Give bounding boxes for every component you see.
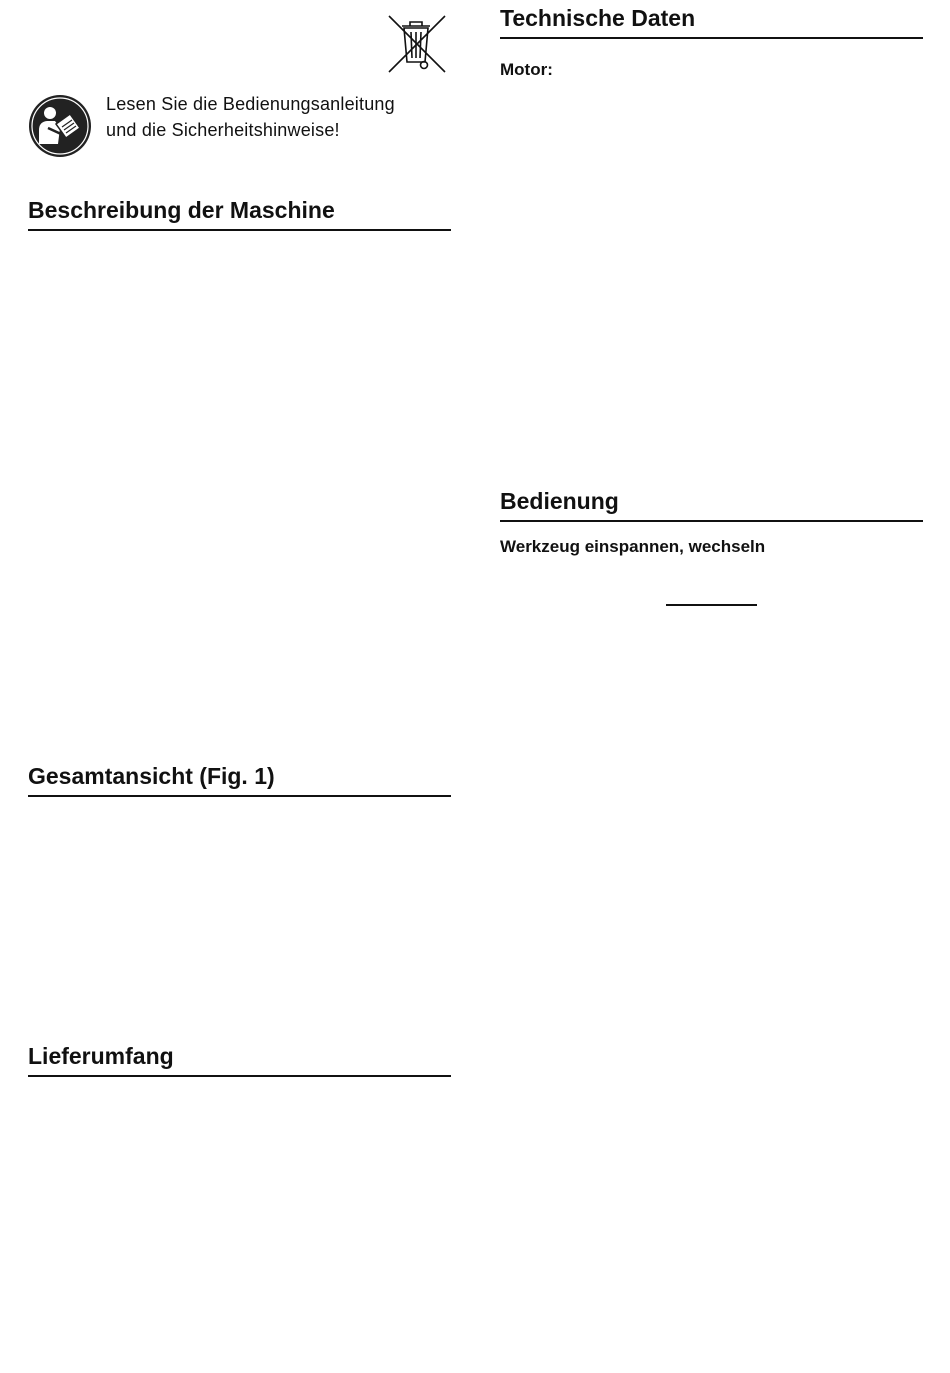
divider (666, 604, 757, 606)
heading-scope-of-delivery: Lieferumfang (28, 1043, 451, 1077)
heading-machine-description: Beschreibung der Maschine (28, 197, 451, 231)
crossed-out-wheelie-bin-icon (386, 14, 448, 74)
heading-overall-view: Gesamtansicht (Fig. 1) (28, 763, 451, 797)
read-manual-icon (28, 94, 92, 158)
safety-notice-line: und die Sicherheitshinweise! (106, 120, 340, 140)
safety-notice-line: Lesen Sie die Bedienungsanleitung (106, 94, 395, 114)
subheading-tool-clamping: Werkzeug einspannen, wechseln (500, 537, 766, 556)
safety-notice (106, 91, 451, 143)
heading-technical-data: Technische Daten (500, 5, 923, 39)
subheading-motor: Motor: (500, 60, 553, 79)
heading-operation: Bedienung (500, 488, 923, 522)
